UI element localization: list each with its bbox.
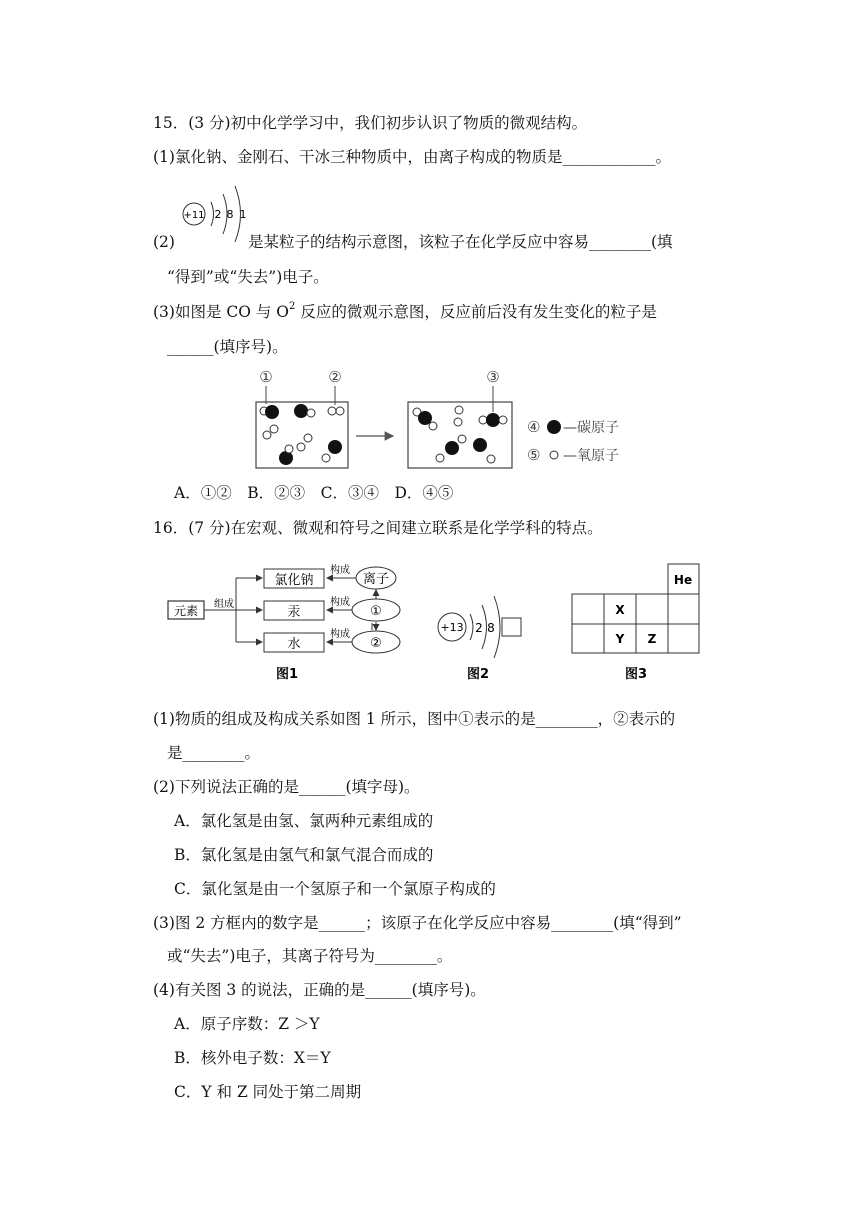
q15-part3-b: 反应的微观示意图，反应前后没有发生变化的粒子是 [295, 303, 657, 321]
fig2-nucleus: +13 [440, 621, 464, 634]
q15-part2-number: (2) [153, 233, 175, 251]
atom-shell-3: 1 [239, 208, 247, 221]
q16-part4-option-c: C．Y 和 Z 同处于第二周期 [174, 1083, 362, 1101]
q16-part3-cont: 或“失去”)电子，其离子符号为________。 [167, 947, 453, 965]
q15-part2-text: 是某粒子的结构示意图，该粒子在化学反应中容易________(填 [248, 233, 673, 251]
atom-shell-2: 8 [226, 208, 234, 221]
q15-title: 15．(3 分)初中化学学习中，我们初步认识了物质的微观结构。 [153, 114, 588, 132]
q16-part4-option-a: A．原子序数：Z ＞Y [174, 1015, 320, 1033]
q15-part3-sup: 2 [289, 301, 296, 312]
element-label: 元素 [173, 604, 199, 618]
sodium-atom-diagram [178, 180, 256, 246]
legend-oxygen-dot [550, 451, 558, 459]
q15-part1: (1)氯化钠、金刚石、干冰三种物质中，由离子构成的物质是____________。 [153, 148, 671, 166]
legend-carbon-number: ④ [527, 418, 541, 436]
make-label-2: 构成 [330, 597, 350, 608]
q15-part2-cont: “得到”或“失去”)电子。 [167, 268, 329, 286]
fig2-blank-box [502, 618, 521, 636]
product-particles [413, 406, 507, 463]
q15-options: A．①② B．②③ C．③④ D．④⑤ [174, 484, 454, 502]
make-label-3: 构成 [330, 629, 350, 640]
oval-1-label: ① [370, 604, 382, 619]
q16-part1: (1)物质的组成及构成关系如图 1 所示，图中①表示的是________，②表示的 [153, 710, 676, 728]
figure-2-caption: 图2 [466, 667, 490, 682]
figure-3 [568, 560, 708, 688]
fig3-z: Z [647, 632, 657, 646]
figure-2 [432, 590, 532, 688]
q16-part3: (3)图 2 方框内的数字是______；该原子在化学反应中容易________(填“得到” [153, 914, 682, 932]
figure-1-caption: 图1 [275, 667, 299, 682]
compose-label: 组成 [214, 599, 234, 610]
atom-shell-1: 2 [214, 208, 222, 221]
q16-title: 16．(7 分)在宏观、微观和符号之间建立联系是化学学科的特点。 [153, 519, 603, 537]
box-mercury-label: 汞 [287, 605, 301, 620]
box-sodium-chloride-label: 氯化钠 [274, 573, 314, 588]
fig3-y: Y [615, 632, 625, 646]
atom-nucleus-label: +11 [183, 210, 205, 221]
q16-part2-option-c: C．氯化氢是由一个氢原子和一个氯原子构成的 [174, 880, 496, 898]
reactant-particles [260, 404, 344, 465]
box-water-label: 水 [287, 637, 301, 652]
q15-part3-cont: ______(填序号)。 [167, 338, 288, 356]
q16-part2-option-b: B．氯化氢是由氢气和氯气混合而成的 [174, 846, 434, 864]
q15-part3-a: (3)如图是 CO 与 O [153, 303, 290, 321]
label-2: ② [328, 368, 342, 386]
fig2-shell-1: 2 [475, 621, 483, 635]
figure-1 [162, 560, 412, 688]
q15-part3 [153, 302, 657, 322]
legend-oxygen-label: —氧原子 [563, 448, 619, 464]
q16-part2-option-a: A．氯化氢是由氢、氯两种元素组成的 [174, 812, 434, 830]
reaction-diagram [250, 364, 640, 474]
legend-carbon-label: —碳原子 [563, 420, 619, 436]
legend-carbon-dot [547, 420, 561, 434]
q16-part1-cont: 是________。 [167, 744, 261, 762]
q16-part2: (2)下列说法正确的是______(填字母)。 [153, 778, 420, 796]
label-1: ① [259, 368, 273, 386]
q16-part4-option-b: B．核外电子数：X＝Y [174, 1049, 331, 1067]
make-label-1: 构成 [330, 565, 350, 576]
fig3-x: X [615, 603, 625, 617]
fig2-shell-2: 8 [487, 621, 495, 635]
legend-oxygen-number: ⑤ [527, 446, 541, 464]
figure-3-caption: 图3 [624, 667, 648, 682]
fig3-he: He [673, 573, 693, 587]
q16-part4: (4)有关图 3 的说法，正确的是______(填序号)。 [153, 981, 486, 999]
label-3: ③ [486, 368, 500, 386]
oval-2-label: ② [370, 636, 382, 651]
oval-ion-label: 离子 [362, 572, 390, 587]
